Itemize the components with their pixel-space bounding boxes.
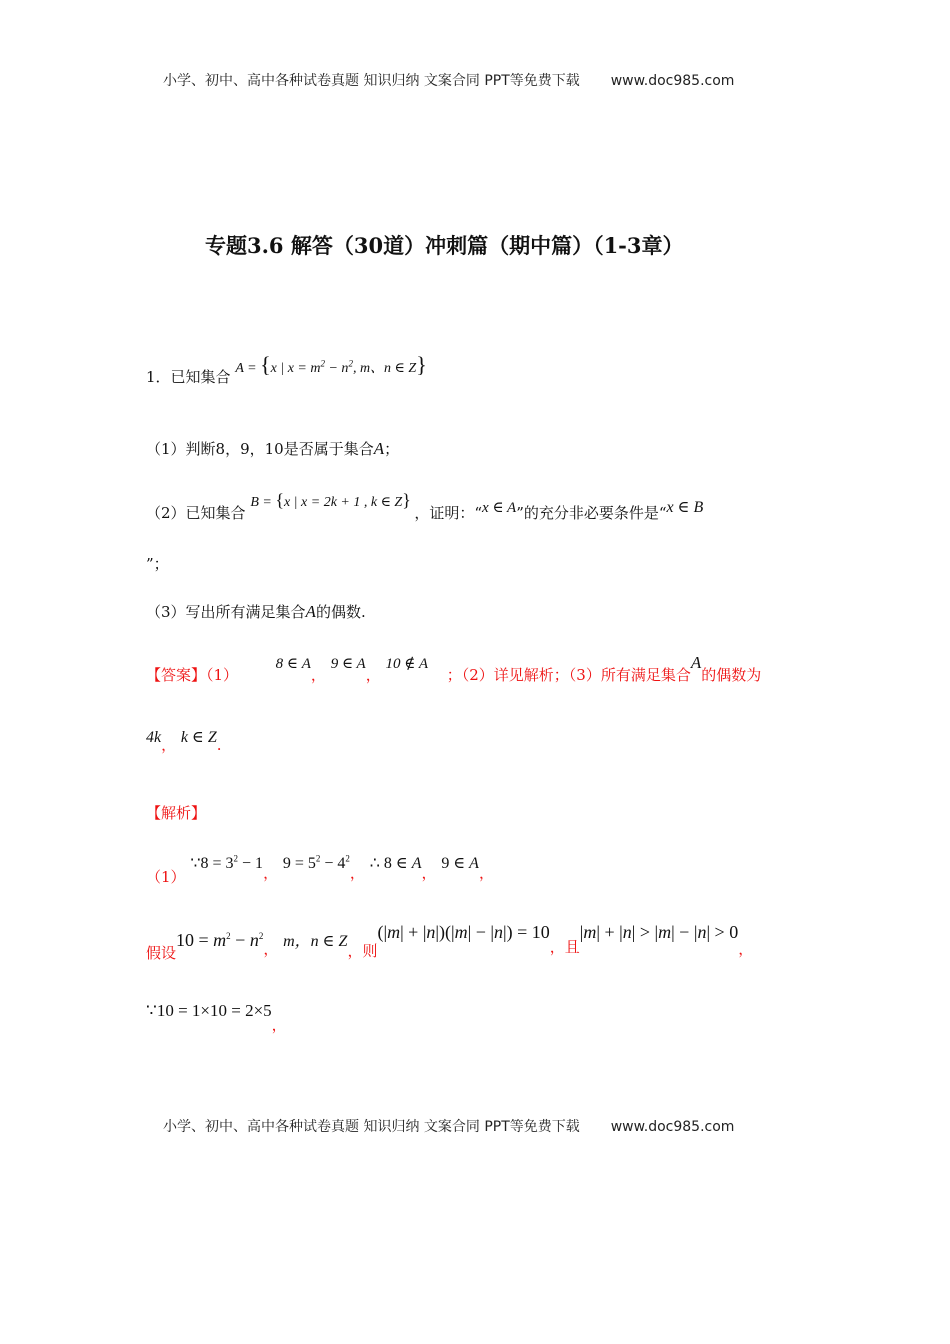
q1-var: A <box>373 439 385 458</box>
a1-e3: ∴ 8 ∈ A <box>369 855 422 872</box>
answer-mid: ；（2）详见解析；（3）所有满足集合 <box>446 666 691 684</box>
page-header <box>163 70 734 90</box>
answer-e2: 9 ∈ A <box>330 656 366 672</box>
analysis-line-1 <box>146 852 494 886</box>
answer-line-2 <box>146 726 222 754</box>
a2-sep-2: ， <box>738 940 754 958</box>
header-url[interactable]: www.doc985.com <box>610 73 735 89</box>
q3-prefix: （3）写出所有满足集合 <box>146 603 306 621</box>
a1-sep-2: ， <box>349 864 365 882</box>
question-1 <box>146 438 399 459</box>
a1-e2: $9 = 5^2 - 4^2$ <box>282 853 350 872</box>
a3-sep: ， <box>271 1016 287 1034</box>
q2-mid2: ”的充分非必要条件是“ <box>516 504 667 522</box>
a1-sep-4: ， <box>478 864 494 882</box>
q2-end: ”； <box>146 555 169 573</box>
a3-e1: ∵10 = 1×10 = 2×5 <box>146 1001 272 1020</box>
a1-prefix: （1） <box>146 868 186 886</box>
analysis-line-3 <box>146 1000 287 1034</box>
answer-kz: k ∈ Z <box>180 729 217 746</box>
a2-prefix: 假设 <box>146 944 177 962</box>
answer-period: . <box>216 736 222 754</box>
q1-text: （1）判断8，9，10是否属于集合 <box>146 440 374 458</box>
answer-4k: 4k <box>146 729 162 746</box>
footer-text: 小学、初中、高中各种试卷真题 知识归纳 文案合同 PPT等免费下载 <box>163 1119 580 1135</box>
page-footer <box>163 1116 734 1136</box>
set-a-expr: A = {x | $x = m^2 - n^2$, m、n ∈ Z} <box>235 352 427 377</box>
q1-end: ； <box>384 440 400 458</box>
a2-e2: m，n ∈ Z <box>283 933 348 950</box>
set-b-expr: B = {x | x = 2k + 1 , k ∈ Z} <box>250 490 411 510</box>
a2-then: ，则 <box>347 942 378 960</box>
a1-e4: 9 ∈ A <box>441 855 479 872</box>
question-3 <box>146 601 366 622</box>
a1-sep-3: ， <box>421 864 437 882</box>
q2-mid: ，证明：“ <box>414 504 483 522</box>
header-text: 小学、初中、高中各种试卷真题 知识归纳 文案合同 PPT等免费下载 <box>163 73 580 89</box>
a2-e1: $10 = m^2 - n^2$ <box>176 930 264 950</box>
a2-e3: (|m| + |n|)(|m| − |n|) = 10 <box>377 922 550 942</box>
answer-line-1 <box>146 653 762 685</box>
answer-e3: 10 ∉ A <box>385 656 428 672</box>
q2-expr1: x ∈ A <box>482 500 517 516</box>
page-title: 专题3.6 解答（30道）冲刺篇（期中篇）（1-3章） <box>205 233 684 258</box>
answer-var: A <box>690 653 702 672</box>
analysis-label: 【解析】 <box>146 804 207 822</box>
a1-e1: ∵8 = $3^2 - 1$ <box>190 853 264 872</box>
question-2 <box>146 490 704 523</box>
q2-expr2: x ∈ B <box>666 499 704 516</box>
answer-end: 的偶数为 <box>701 666 762 684</box>
a2-sep-1: ， <box>263 940 279 958</box>
answer-e1: 8 ∈ A <box>275 656 311 672</box>
problem-stem <box>146 352 427 388</box>
stem-prefix: 1．已知集合 <box>146 368 231 386</box>
q2-prefix: （2）已知集合 <box>146 504 246 522</box>
answer-sep-1: ， <box>310 666 326 684</box>
q3-var: A <box>305 602 316 621</box>
answer-sep-2: ， <box>365 666 381 684</box>
a2-e4: |m| + |n| > |m| − |n| > 0 <box>579 922 739 942</box>
answer-sep-3: ， <box>161 736 177 754</box>
footer-url[interactable]: www.doc985.com <box>610 1119 735 1135</box>
a2-and: ，且 <box>549 938 580 956</box>
q3-end: 的偶数. <box>315 603 366 621</box>
answer-label: 【答案】（1） <box>146 666 239 684</box>
a1-sep-1: ， <box>263 864 279 882</box>
analysis-line-2 <box>146 922 754 962</box>
